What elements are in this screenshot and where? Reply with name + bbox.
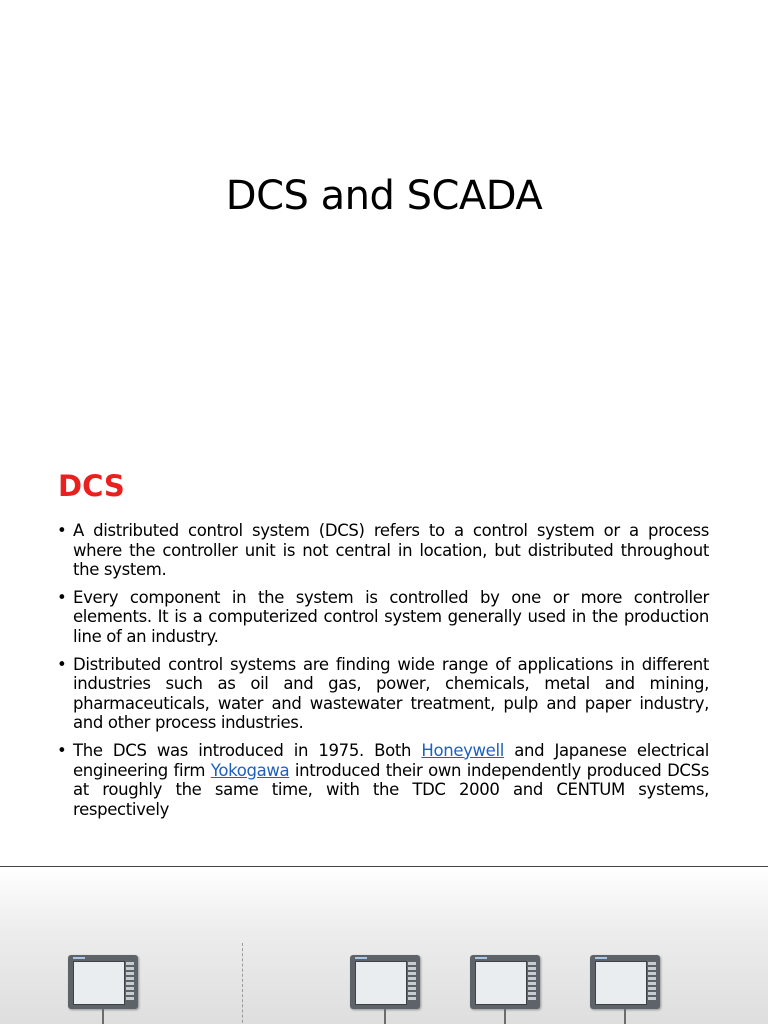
bullet-item xyxy=(56,588,709,647)
panel-screen xyxy=(73,961,125,1005)
panel-connector-line xyxy=(624,1009,626,1024)
panel-screen xyxy=(355,961,407,1005)
bullet-item xyxy=(56,655,709,733)
bullet-glyph: • xyxy=(57,587,67,607)
title-slide xyxy=(0,0,768,432)
panel-brand-mark xyxy=(595,957,607,959)
panel-screen xyxy=(595,961,647,1005)
diagram-slide xyxy=(0,867,768,1024)
hmi-panel-icon xyxy=(350,955,420,1009)
panel-keys xyxy=(408,962,416,1002)
panel-keys xyxy=(648,962,656,1002)
honeywell-link[interactable]: Honeywell xyxy=(421,740,504,760)
panel-connector-line xyxy=(504,1009,506,1024)
hmi-panel-icon xyxy=(590,955,660,1009)
panel-brand-mark xyxy=(475,957,487,959)
bullet-text-part: and Japanese electrical engineering firm xyxy=(73,740,709,780)
bullet-text-part: introduced their own independently produced DCSs at roughly the same time, with the TDC 2000 and CENTUM systems, respectively xyxy=(73,760,709,819)
bullet-text-part: The DCS was introduced in 1975. Both xyxy=(73,740,422,760)
bullet-item xyxy=(56,741,709,819)
dcs-slide xyxy=(0,432,768,866)
panel-keys xyxy=(528,962,536,1002)
slide-title: DCS and SCADA xyxy=(225,173,543,219)
bullet-glyph: • xyxy=(57,740,67,760)
bullet-text: A distributed control system (DCS) refers to a control system or a process where the controller unit is not central in location, but distributed throughout the system. xyxy=(73,521,709,580)
dcs-heading: DCS xyxy=(58,469,125,503)
panel-connector-line xyxy=(102,1009,104,1024)
bullet-list xyxy=(56,521,709,827)
yokogawa-link[interactable]: Yokogawa xyxy=(210,760,290,780)
panel-brand-mark xyxy=(355,957,367,959)
bullet-glyph: • xyxy=(57,521,67,540)
bullet-glyph: • xyxy=(57,654,67,674)
bullet-item xyxy=(56,521,709,580)
bullet-text: Distributed control systems are finding wide range of applications in different industries such as oil and gas, power, chemicals, metal and mining, pharmaceuticals, water and wastewater treatment, pulp and paper industry, and other process industries. xyxy=(73,654,709,733)
bullet-text: Every component in the system is controlled by one or more controller elements. It is a computerized control system generally used in the production line of an industry. xyxy=(73,587,709,646)
panel-brand-mark xyxy=(73,957,85,959)
hmi-panel-icon xyxy=(470,955,540,1009)
panel-connector-line xyxy=(384,1009,386,1024)
panel-screen xyxy=(475,961,527,1005)
hmi-panel-icon xyxy=(68,955,138,1009)
dashed-separator xyxy=(242,943,243,1024)
panel-keys xyxy=(126,962,134,1002)
